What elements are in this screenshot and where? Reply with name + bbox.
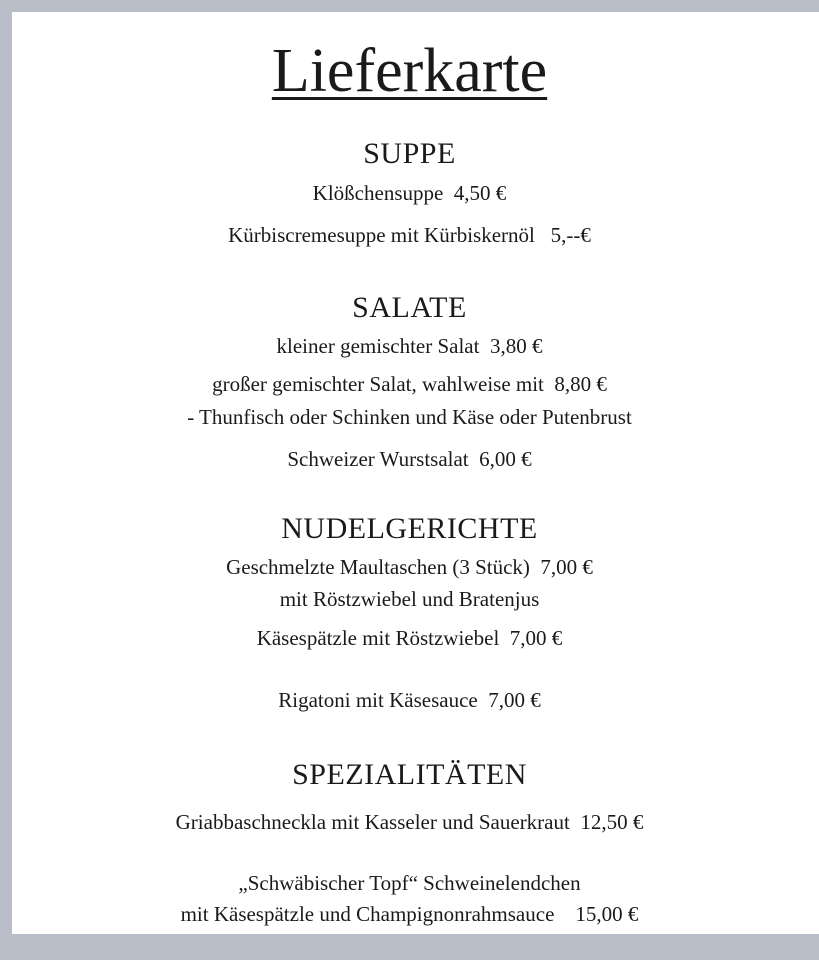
section-heading-suppe: SUPPE	[363, 137, 456, 170]
section-heading-nudelgerichte: NUDELGERICHTE	[281, 512, 538, 545]
menu-item-kleiner-salat: kleiner gemischter Salat 3,80 €	[276, 334, 543, 358]
menu-item-griabbaschneckla: Griabbaschneckla mit Kasseler und Sauerkraut 12,50 €	[175, 810, 644, 834]
menu-item-kuerbiscremesuppe: Kürbiscremesuppe mit Kürbiskernöl 5,--€	[228, 223, 591, 247]
menu-item-wurstsalat: Schweizer Wurstsalat 6,00 €	[287, 447, 532, 471]
menu-title: Lieferkarte	[271, 37, 548, 105]
menu-item-maultaschen-detail: mit Röstzwiebel und Bratenjus	[279, 587, 540, 611]
section-heading-salate: SALATE	[352, 291, 467, 324]
menu-item-salat-options: - Thunfisch oder Schinken und Käse oder Putenbrust	[187, 405, 632, 429]
menu-item-grosser-salat: großer gemischter Salat, wahlweise mit 8,80 €	[212, 372, 607, 396]
menu-item-kaesespaetzle: Käsespätzle mit Röstzwiebel 7,00 €	[256, 626, 563, 650]
menu-item-maultaschen: Geschmelzte Maultaschen (3 Stück) 7,00 €	[226, 555, 593, 579]
menu-item-rigatoni: Rigatoni mit Käsesauce 7,00 €	[278, 688, 541, 712]
menu-item-schwaebischer-topf: „Schwäbischer Topf“ Schweinelendchen	[238, 871, 581, 895]
menu-item-schwaebischer-topf-detail: mit Käsespätzle und Champignonrahmsauce 15,00 €	[180, 902, 639, 926]
section-heading-spezialitaeten: SPEZIALITÄTEN	[292, 758, 527, 791]
menu-item-kloesschensuppe: Klößchensuppe 4,50 €	[312, 181, 507, 205]
